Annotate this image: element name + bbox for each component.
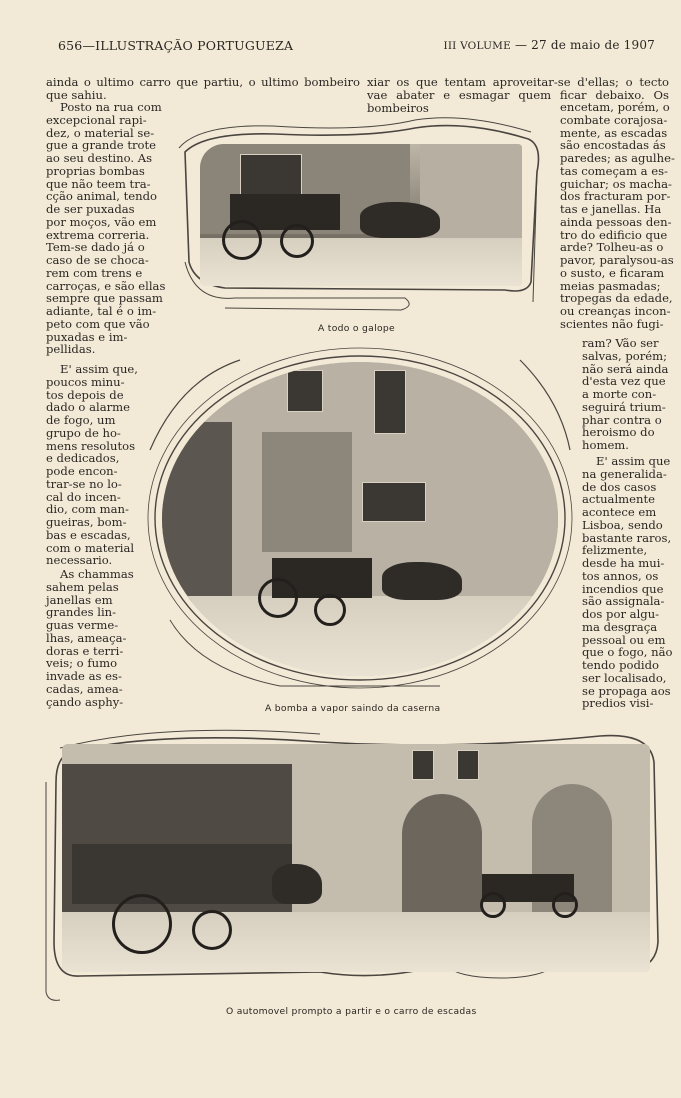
text-line: d'esta vez que xyxy=(582,374,666,389)
text-line: puxadas e im- xyxy=(46,329,128,344)
text-line: com o material xyxy=(46,540,135,555)
publication-title: —ILLUSTRAÇÃO PORTUGUEZA xyxy=(82,38,294,53)
text-line: predios visi- xyxy=(582,696,654,711)
text-line: ainda pessoas den- xyxy=(560,214,672,229)
text-line: ram? Vão ser xyxy=(582,336,659,350)
text-line: que o fogo, não xyxy=(582,645,673,660)
text-line: cção animal, tendo xyxy=(46,189,158,204)
text-line: excepcional rapi- xyxy=(46,112,147,127)
text-line: de fogo, um xyxy=(46,413,116,427)
text-line: tos annos, os xyxy=(582,568,659,583)
text-line: lhas, ameaça- xyxy=(46,630,127,645)
text-line: arde? Tolheu-as o xyxy=(560,240,664,255)
text-line: rem com trens e xyxy=(46,265,143,280)
text-line: gue a grande trote xyxy=(46,138,157,153)
issue-date: — 27 de maio de 1907 xyxy=(514,38,655,52)
text-line: são encostadas ás xyxy=(560,138,666,153)
photo-automobile-and-ladder-wagon xyxy=(62,744,650,972)
text-line: necessario. xyxy=(46,553,113,568)
text-line: Lisboa, sendo xyxy=(582,517,663,532)
text-line: carroças, e são ellas xyxy=(46,278,166,293)
text-line: na generalida- xyxy=(582,466,667,481)
text-line: invade as es- xyxy=(46,669,122,683)
text-line: E' assim que xyxy=(596,454,671,468)
text-line: poucos minu- xyxy=(46,374,125,389)
text-line: de ser puxadas xyxy=(46,202,135,216)
text-line: cadas, amea- xyxy=(46,681,123,696)
text-line: bas e escadas, xyxy=(46,527,131,542)
text-line: grupo de ho- xyxy=(46,425,121,440)
text-line: o susto, e ficaram xyxy=(560,265,665,280)
caption-photo-2: A bomba a vapor saindo da caserna xyxy=(265,703,441,714)
text-line: encetam, porém, o xyxy=(560,100,670,114)
text-line: veis; o fumo xyxy=(46,656,118,671)
text-line: extrema correria. xyxy=(46,227,150,242)
text-line: tas começam a es- xyxy=(560,163,668,178)
text-line: desde ha mui- xyxy=(582,556,665,570)
text-line: dos fracturam por- xyxy=(560,189,671,204)
text-line: por moços, vão em xyxy=(46,214,157,229)
text-line: incendios que xyxy=(582,581,664,596)
text-line: seguirá trium- xyxy=(582,399,666,414)
page-number: 656 xyxy=(58,38,83,53)
text-line: peto com que vão xyxy=(46,316,150,331)
text-line: grandes lin- xyxy=(46,605,117,620)
text-line: Tem-se dado já o xyxy=(46,240,145,255)
text-line: adiante, tal é o im- xyxy=(46,304,157,318)
text-line: Posto na rua com xyxy=(60,100,162,114)
text-line: ma desgraça xyxy=(582,619,658,634)
text-line: meias pasmadas; xyxy=(560,278,661,293)
text-line: As chammas xyxy=(60,567,134,581)
photo-steam-pump-leaving-barracks xyxy=(162,362,558,676)
text-line: E' assim que, xyxy=(60,362,138,376)
text-line: phar contra o xyxy=(582,412,662,427)
text-line: felizmente, xyxy=(582,543,648,558)
text-line: dado o alarme xyxy=(46,400,131,415)
intro-left-text: ainda o ultimo carro que partiu, o ultimo bombeiro que sahiu. xyxy=(46,75,360,102)
text-line: scientes não fugi- xyxy=(560,316,664,331)
text-line: janellas em xyxy=(46,592,113,607)
photo-fire-engine-galloping xyxy=(200,144,522,286)
right-column-para-3 xyxy=(582,454,673,711)
text-line: dio, com man- xyxy=(46,502,129,517)
intro-right-text: xiar os que tentam aproveitar-se d'ellas; o tecto vae abater e esmagar quem ficar debaixo. Os bombeiros xyxy=(367,75,669,115)
text-line: ao seu destino. As xyxy=(46,151,153,165)
text-line: tro do edificio que xyxy=(560,227,668,242)
text-line: ou creanças incon- xyxy=(560,304,671,318)
page-header-right xyxy=(443,38,655,52)
right-column-para-1 xyxy=(560,100,675,331)
text-line: se propaga aos xyxy=(582,683,671,698)
text-line: a morte con- xyxy=(582,387,657,401)
text-line: bastante raros, xyxy=(582,530,672,545)
text-line: salvas, porém; xyxy=(582,348,668,363)
text-line: doras e terri- xyxy=(46,643,124,658)
text-line: caso de se choca- xyxy=(46,253,149,267)
text-line: guas verme- xyxy=(46,618,119,632)
text-line: sempre que passam xyxy=(46,291,163,306)
text-line: tas e janellas. Ha xyxy=(560,202,662,216)
volume-label: III VOLUME xyxy=(443,40,511,52)
text-line: heroismo do xyxy=(582,425,655,440)
text-line: çando asphy- xyxy=(46,694,124,709)
text-line: guichar; os macha- xyxy=(560,176,672,191)
left-column-para-1 xyxy=(46,100,166,357)
text-line: tos depois de xyxy=(46,387,124,402)
text-line: gueiras, bom- xyxy=(46,515,127,529)
text-line: actualmente xyxy=(582,492,655,507)
caption-photo-3: O automovel prompto a partir e o carro de escadas xyxy=(226,1006,477,1017)
text-line: e dedicados, xyxy=(46,451,120,466)
text-line: tropegas da edade, xyxy=(560,291,673,306)
text-line: proprias bombas xyxy=(46,163,145,178)
text-line: paredes; as agulhe- xyxy=(560,151,675,165)
text-line: pode encon- xyxy=(46,464,118,478)
text-line: ser localisado, xyxy=(582,670,667,685)
text-line: não será ainda xyxy=(582,361,669,376)
text-line: são assignala- xyxy=(582,594,665,609)
text-line: combate corajosa- xyxy=(560,112,668,127)
text-line: dez, o material se- xyxy=(46,125,155,140)
text-line: tendo podido xyxy=(582,658,660,672)
text-line: trar-se no lo- xyxy=(46,476,122,491)
text-line: que não teem tra- xyxy=(46,176,151,191)
text-line: pessoal ou em xyxy=(582,632,666,647)
text-line: cal do incen- xyxy=(46,489,121,504)
text-line: acontece em xyxy=(582,505,657,519)
text-line: mens resolutos xyxy=(46,438,136,453)
caption-photo-1: A todo o galope xyxy=(318,323,395,334)
text-line: pavor, paralysou-as xyxy=(560,253,674,267)
page-header-left xyxy=(58,38,293,53)
text-line: homem. xyxy=(582,438,629,452)
text-line: de dos casos xyxy=(582,479,657,494)
text-line: dos por algu- xyxy=(582,607,660,621)
text-line: sahem pelas xyxy=(46,579,119,594)
text-line: mente, as escadas xyxy=(560,125,668,140)
text-line: pellidas. xyxy=(46,342,96,357)
right-column-para-2 xyxy=(582,337,668,452)
